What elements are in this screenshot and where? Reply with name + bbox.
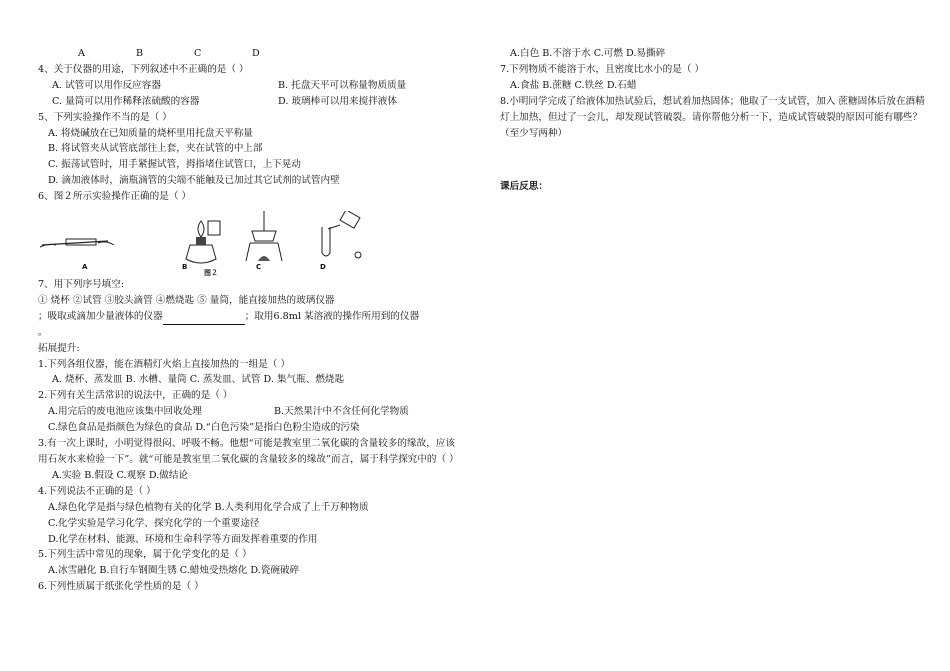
figure-label-a: A	[82, 263, 88, 272]
ext-question-8: 8.小明同学完成了给液体加热试验后，想试着加热固体；他取了一支试管，加入 蔗糖固体后放在酒精灯上加热，但过了一会儿，却发现试管破裂。请你帮他分析一下，造成试管破裂的原因可能有哪些？（至少写两种）	[500, 95, 925, 139]
after-class-reflection: 课后反思：	[500, 181, 548, 193]
figure-c-icon	[244, 211, 284, 263]
ext-question-1: 1.下列各组仪器，能在酒精灯火焰上直接加热的一组是（ ） A. 烧杯、蒸发皿 B. 水槽、量筒 C. 蒸发皿、试管 D. 集气瓶、燃烧匙	[38, 358, 345, 386]
figure-label-c: C	[256, 263, 262, 272]
ext-question-6: 6.下列性质属于纸张化学性质的是（ ）	[38, 581, 204, 593]
figure-caption: 图２	[204, 269, 218, 278]
previous-question-options: A B C D	[78, 48, 260, 59]
ext-question-3: 3.有一次上课时，小明觉得很闷、呼吸不畅。他想“可能是教室里二氧化碳的含量较多的缘故，应该用石灰水来检验一下”。就“可能是教室里二氧化碳的含量较多的缘故”而言，属于科学探究中的（ ） A.实验 B.假设 C.观察 D.做结论	[38, 438, 459, 481]
figure-2	[38, 211, 462, 278]
extension-title: 拓展提升:	[38, 342, 80, 354]
question-5: 5、下列实验操作不当的是（ ） A. 将烧碱放在已知质量的烧杯里用托盘天平称量 B. 将试管夹从试管底部往上套，夹在试管的中上部 C. 振荡试管时，用手紧握试管，拇指堵住试管口，上下晃动 D. 滴加液体时，滴瓶滴管的尖端不能触及已加过其它试剂的试管内壁	[38, 111, 340, 187]
figure-a-icon	[38, 219, 118, 259]
question-6: 6、图２所示实验操作正确的是（ ） A B 图２ C D	[38, 189, 462, 273]
ext-question-4: 4.下列说法不正确的是（ ） A.绿色化学是指与绿色植物有关的化学 B.人类利用化学合成了上千万种物质 C.化学实验是学习化学、探究化学的一个重要途径 D.化学在材料、能源、环境和生命科学等方面发挥着重要的作用	[38, 485, 369, 545]
figure-label-b: B	[182, 263, 188, 272]
figure-d-icon	[314, 211, 364, 263]
left-column	[38, 46, 462, 595]
ext-question-5: 5.下列生活中常见的现象，属于化学变化的是（ ） A.冰雪融化 B.自行车钢圈生锈 C.蜡烛受热熔化 D.瓷碗破碎	[38, 549, 300, 577]
ext-question-2: 2.下列有关生活常识的说法中，正确的是（ ） A.用完后的废电池应该集中回收处理 B.天然果汁中不含任何化学物质 C.绿色食品是指颜色为绿色的食品 D.“白色污染”是指白色粉尘造成的污染	[38, 390, 409, 434]
question-4: 4、关于仪器的用途，下列叙述中不正确的是（ ） A. 试管可以用作反应容器 B. 托盘天平可以称量物质质量 C. 量筒可以用作稀释浓硫酸的容器 D. 玻璃棒可以用来搅拌液体	[38, 63, 407, 107]
ext-question-6-options: A.白色 B.不溶于水 C.可燃 D.易撕碎	[510, 48, 666, 59]
right-column	[500, 46, 925, 195]
figure-label-d: D	[320, 263, 326, 272]
figure-b-icon	[176, 215, 226, 265]
answer-blank[interactable]	[163, 313, 245, 325]
ext-question-7: 7.下列物质不能溶于水，且密度比水小的是（ ） A.食盐 B.蔗糖 C.铁丝 D.石蜡	[500, 63, 705, 91]
question-7: 7、用下列序号填空: ① 烧杯 ②试管 ③胶头滴管 ④燃烧匙 ⑤ 量筒，能直接加热的玻璃仪器 ；吸取或滴加少量液体的仪器 ；取用6.8ml 某溶液的操作所用到的仪器 。	[38, 279, 420, 338]
